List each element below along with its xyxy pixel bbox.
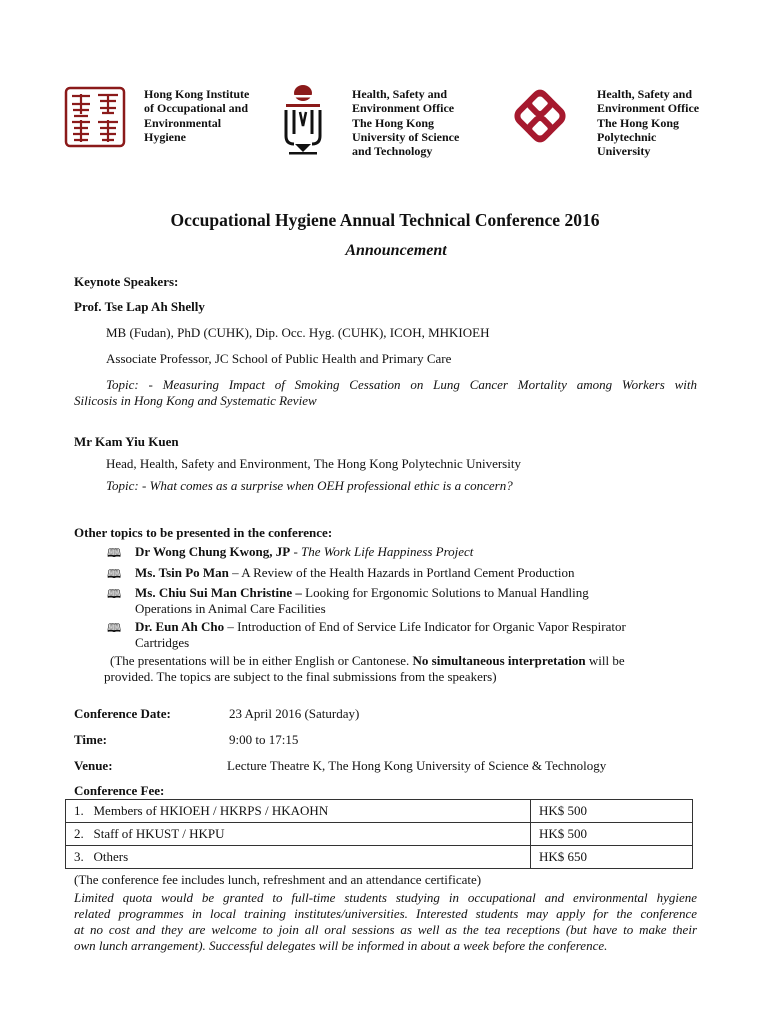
table-row (66, 846, 693, 869)
topic-title: A Review of the Health Hazards in Portland Cement Production (241, 565, 575, 580)
speaker1-topic-cont: Silicosis in Hong Kong and Systematic Review (74, 393, 317, 408)
table-row (66, 823, 693, 846)
topic-title-cont: Cartridges (135, 635, 190, 650)
time-label: Time: (74, 732, 107, 747)
fee-price: HK$ 650 (531, 846, 693, 869)
topic-item: Dr Wong Chung Kwong, JP - The Work Life Happiness Project (135, 544, 474, 559)
topic-item: Ms. Tsin Po Man – A Review of the Health Hazards in Portland Cement Production (135, 565, 575, 580)
book-icon: 🕮 (107, 621, 122, 635)
hkioeh-seal-logo (64, 86, 126, 148)
venue-value: Lecture Theatre K, The Hong Kong University of Science & Technology (227, 758, 607, 773)
org3-name: Health, Safety and Environment Office The Hong Kong Polytechnic University (597, 87, 700, 159)
speaker2-name: Mr Kam Yiu Kuen (74, 434, 179, 449)
student-note: at no cost and they are welcome to join all oral sessions as well as the tea receptions (but have to make their (74, 922, 697, 937)
org2-name: Health, Safety and Environment Office The Hong Kong University of Science and Technology (352, 87, 460, 159)
student-note: own lunch arrangement). Successful delegates will be informed in about a week before the conference. (74, 938, 608, 953)
speaker1-position: Associate Professor, JC School of Public Health and Primary Care (106, 351, 452, 366)
time-value: 9:00 to 17:15 (229, 732, 299, 747)
speaker1-credentials: MB (Fudan), PhD (CUHK), Dip. Occ. Hyg. (CUHK), ICOH, MHKIOEH (106, 325, 490, 340)
topic-speaker: Dr Wong Chung Kwong, JP (135, 544, 291, 559)
other-topics-heading: Other topics to be presented in the conference: (74, 525, 333, 540)
topic-title: The Work Life Happiness Project (301, 544, 474, 559)
hkust-logo (280, 82, 326, 158)
fee-item: 2. Staff of HKUST / HKPU (66, 823, 531, 846)
topic-title-cont: Operations in Animal Care Facilities (135, 601, 326, 616)
speaker1-name: Prof. Tse Lap Ah Shelly (74, 299, 205, 314)
topic-speaker: Dr. Eun Ah Cho (135, 619, 225, 634)
book-icon: 🕮 (107, 567, 122, 581)
keynote-heading: Keynote Speakers: (74, 274, 179, 289)
org1-name: Hong Kong Institute of Occupational and Environmental Hygiene (144, 87, 250, 144)
date-label: Conference Date: (74, 706, 171, 721)
speaker2-topic: Topic: - What comes as a surprise when OEH professional ethic is a concern? (106, 478, 513, 493)
fee-price: HK$ 500 (531, 823, 693, 846)
page-title: Occupational Hygiene Annual Technical Conference 2016 (170, 210, 600, 230)
language-note-cont: provided. The topics are subject to the final submissions from the speakers) (104, 669, 497, 684)
speaker1-topic: Topic: - Measuring Impact of Smoking Cessation on Lung Cancer Mortality among Workers with (106, 377, 697, 392)
speaker2-position: Head, Health, Safety and Environment, The Hong Kong Polytechnic University (106, 456, 521, 471)
student-note: related programmes in local training institutes/universities. Interested students may apply for the conference (74, 906, 697, 921)
page-subtitle: Announcement (345, 242, 447, 259)
fee-note: (The conference fee includes lunch, refreshment and an attendance certificate) (74, 872, 482, 887)
fee-item: 1. Members of HKIOEH / HKRPS / HKAOHN (66, 800, 531, 823)
student-note: Limited quota would be granted to full-time students studying in occupational and environmental hygiene (74, 890, 697, 905)
fee-heading: Conference Fee: (74, 783, 165, 798)
topic-item: Dr. Eun Ah Cho – Introduction of End of Service Life Indicator for Organic Vapor Respirator (135, 619, 626, 634)
topic-speaker: Ms. Chiu Sui Man Christine – (135, 585, 302, 600)
language-note: (The presentations will be in either English or Cantonese. No simultaneous interpretation will be (110, 653, 625, 668)
table-row (66, 800, 693, 823)
polyu-logo (508, 84, 572, 148)
topic-speaker: Ms. Tsin Po Man (135, 565, 229, 580)
date-value: 23 April 2016 (Saturday) (229, 706, 360, 721)
book-icon: 🕮 (107, 587, 122, 601)
venue-label: Venue: (74, 758, 113, 773)
topic-title: Looking for Ergonomic Solutions to Manual Handling (305, 585, 589, 600)
fee-item: 3. Others (66, 846, 531, 869)
fee-price: HK$ 500 (531, 800, 693, 823)
topic-item (135, 585, 589, 601)
topic-title: Introduction of End of Service Life Indicator for Organic Vapor Respirator (237, 619, 626, 634)
book-icon: 🕮 (107, 546, 122, 560)
fee-table (65, 799, 693, 869)
